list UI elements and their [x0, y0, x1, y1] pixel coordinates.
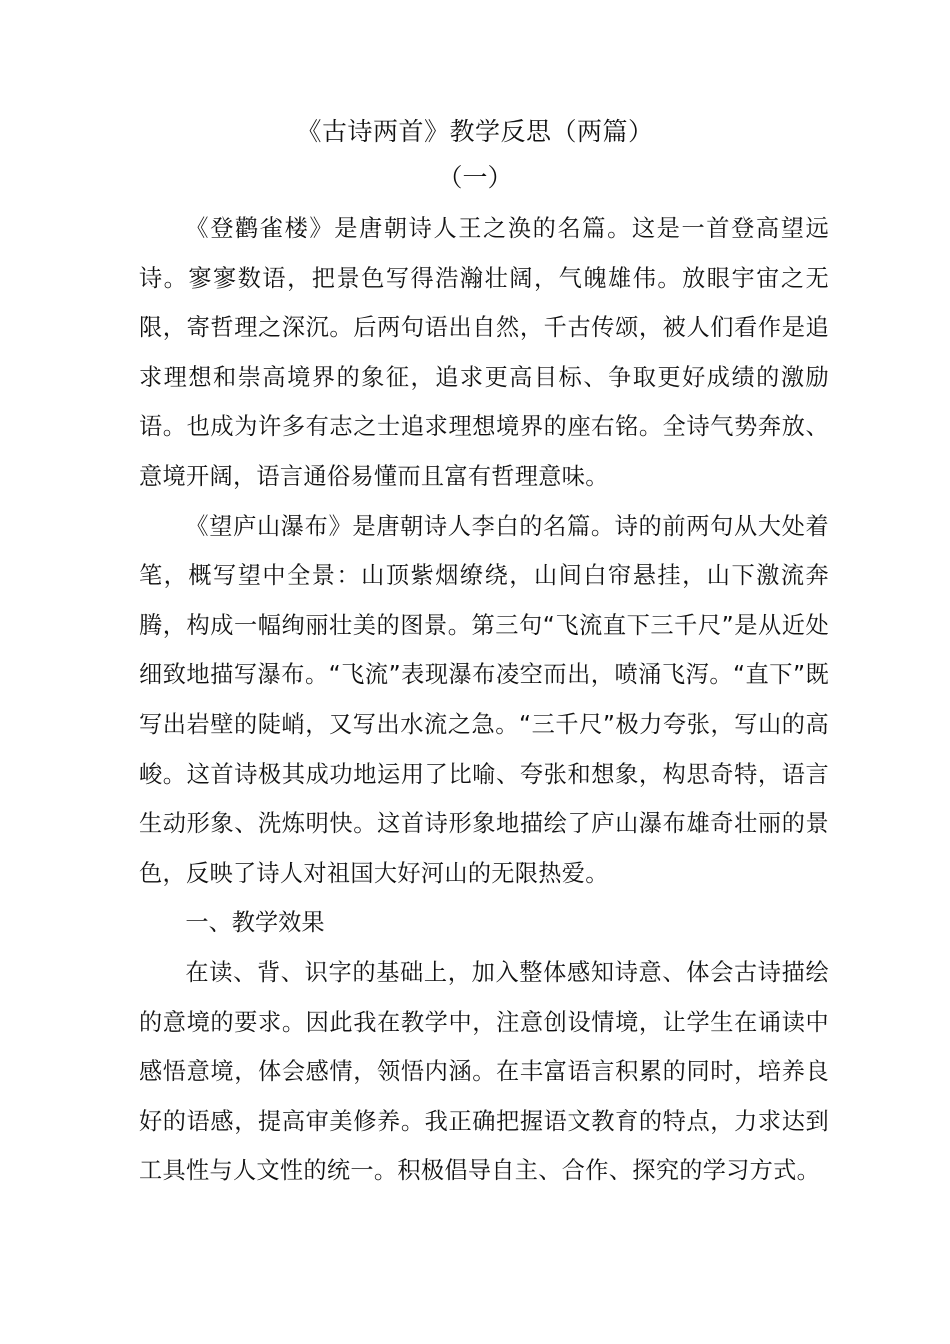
paragraph-teaching-effect: 在读、背、识字的基础上，加入整体感知诗意、体会古诗描绘的意境的要求。因此我在教学中，注意创设情境，让学生在诵读中感悟意境，体会感情，领悟内涵。在丰富语言积累的同时，培养良好的语感，提高审美修养。我正确把握语文教育的特点，力求达到工具性与人文性的统一。积极倡导自主、合作、探究的学习方式。	[139, 958, 829, 1185]
section-heading-teaching-effect: 一、教学效果	[185, 909, 325, 937]
paragraph-dengguanquelou: 《登鹳雀楼》是唐朝诗人王之涣的名篇。这是一首登高望远诗。寥寥数语，把景色写得浩瀚壮阔，气魄雄伟。放眼宇宙之无限，寄哲理之深沉。后两句语出自然，千古传颂，被人们看作是追求理想和崇高境界的象征，追求更高目标、争取更好成绩的激励语。也成为许多有志之士追求理想境界的座右铭。全诗气势奔放、意境开阔，语言通俗易懂而且富有哲理意味。	[139, 215, 829, 490]
paragraph-wanglushanpubu: 《望庐山瀑布》是唐朝诗人李白的名篇。诗的前两句从大处着笔，概写望中全景：山顶紫烟缭绕，山间白帘悬挂，山下激流奔腾，构成一幅绚丽壮美的图景。第三句“飞流直下三千尺”是从近处细致地描写瀑布。“飞流”表现瀑布凌空而出，喷涌飞泻。“直下”既写出岩壁的陡峭，又写出水流之急。“三千尺”极力夸张，写山的高峻。这首诗极其成功地运用了比喻、夸张和想象，构思奇特，语言生动形象、洗炼明快。这首诗形象地描绘了庐山瀑布雄奇壮丽的景色，反映了诗人对祖国大好河山的无限热爱。	[139, 512, 829, 887]
document-title: 《古诗两首》教学反思（两篇）	[296, 117, 654, 146]
section-number: （一）	[437, 163, 513, 192]
document-body	[139, 204, 829, 1196]
